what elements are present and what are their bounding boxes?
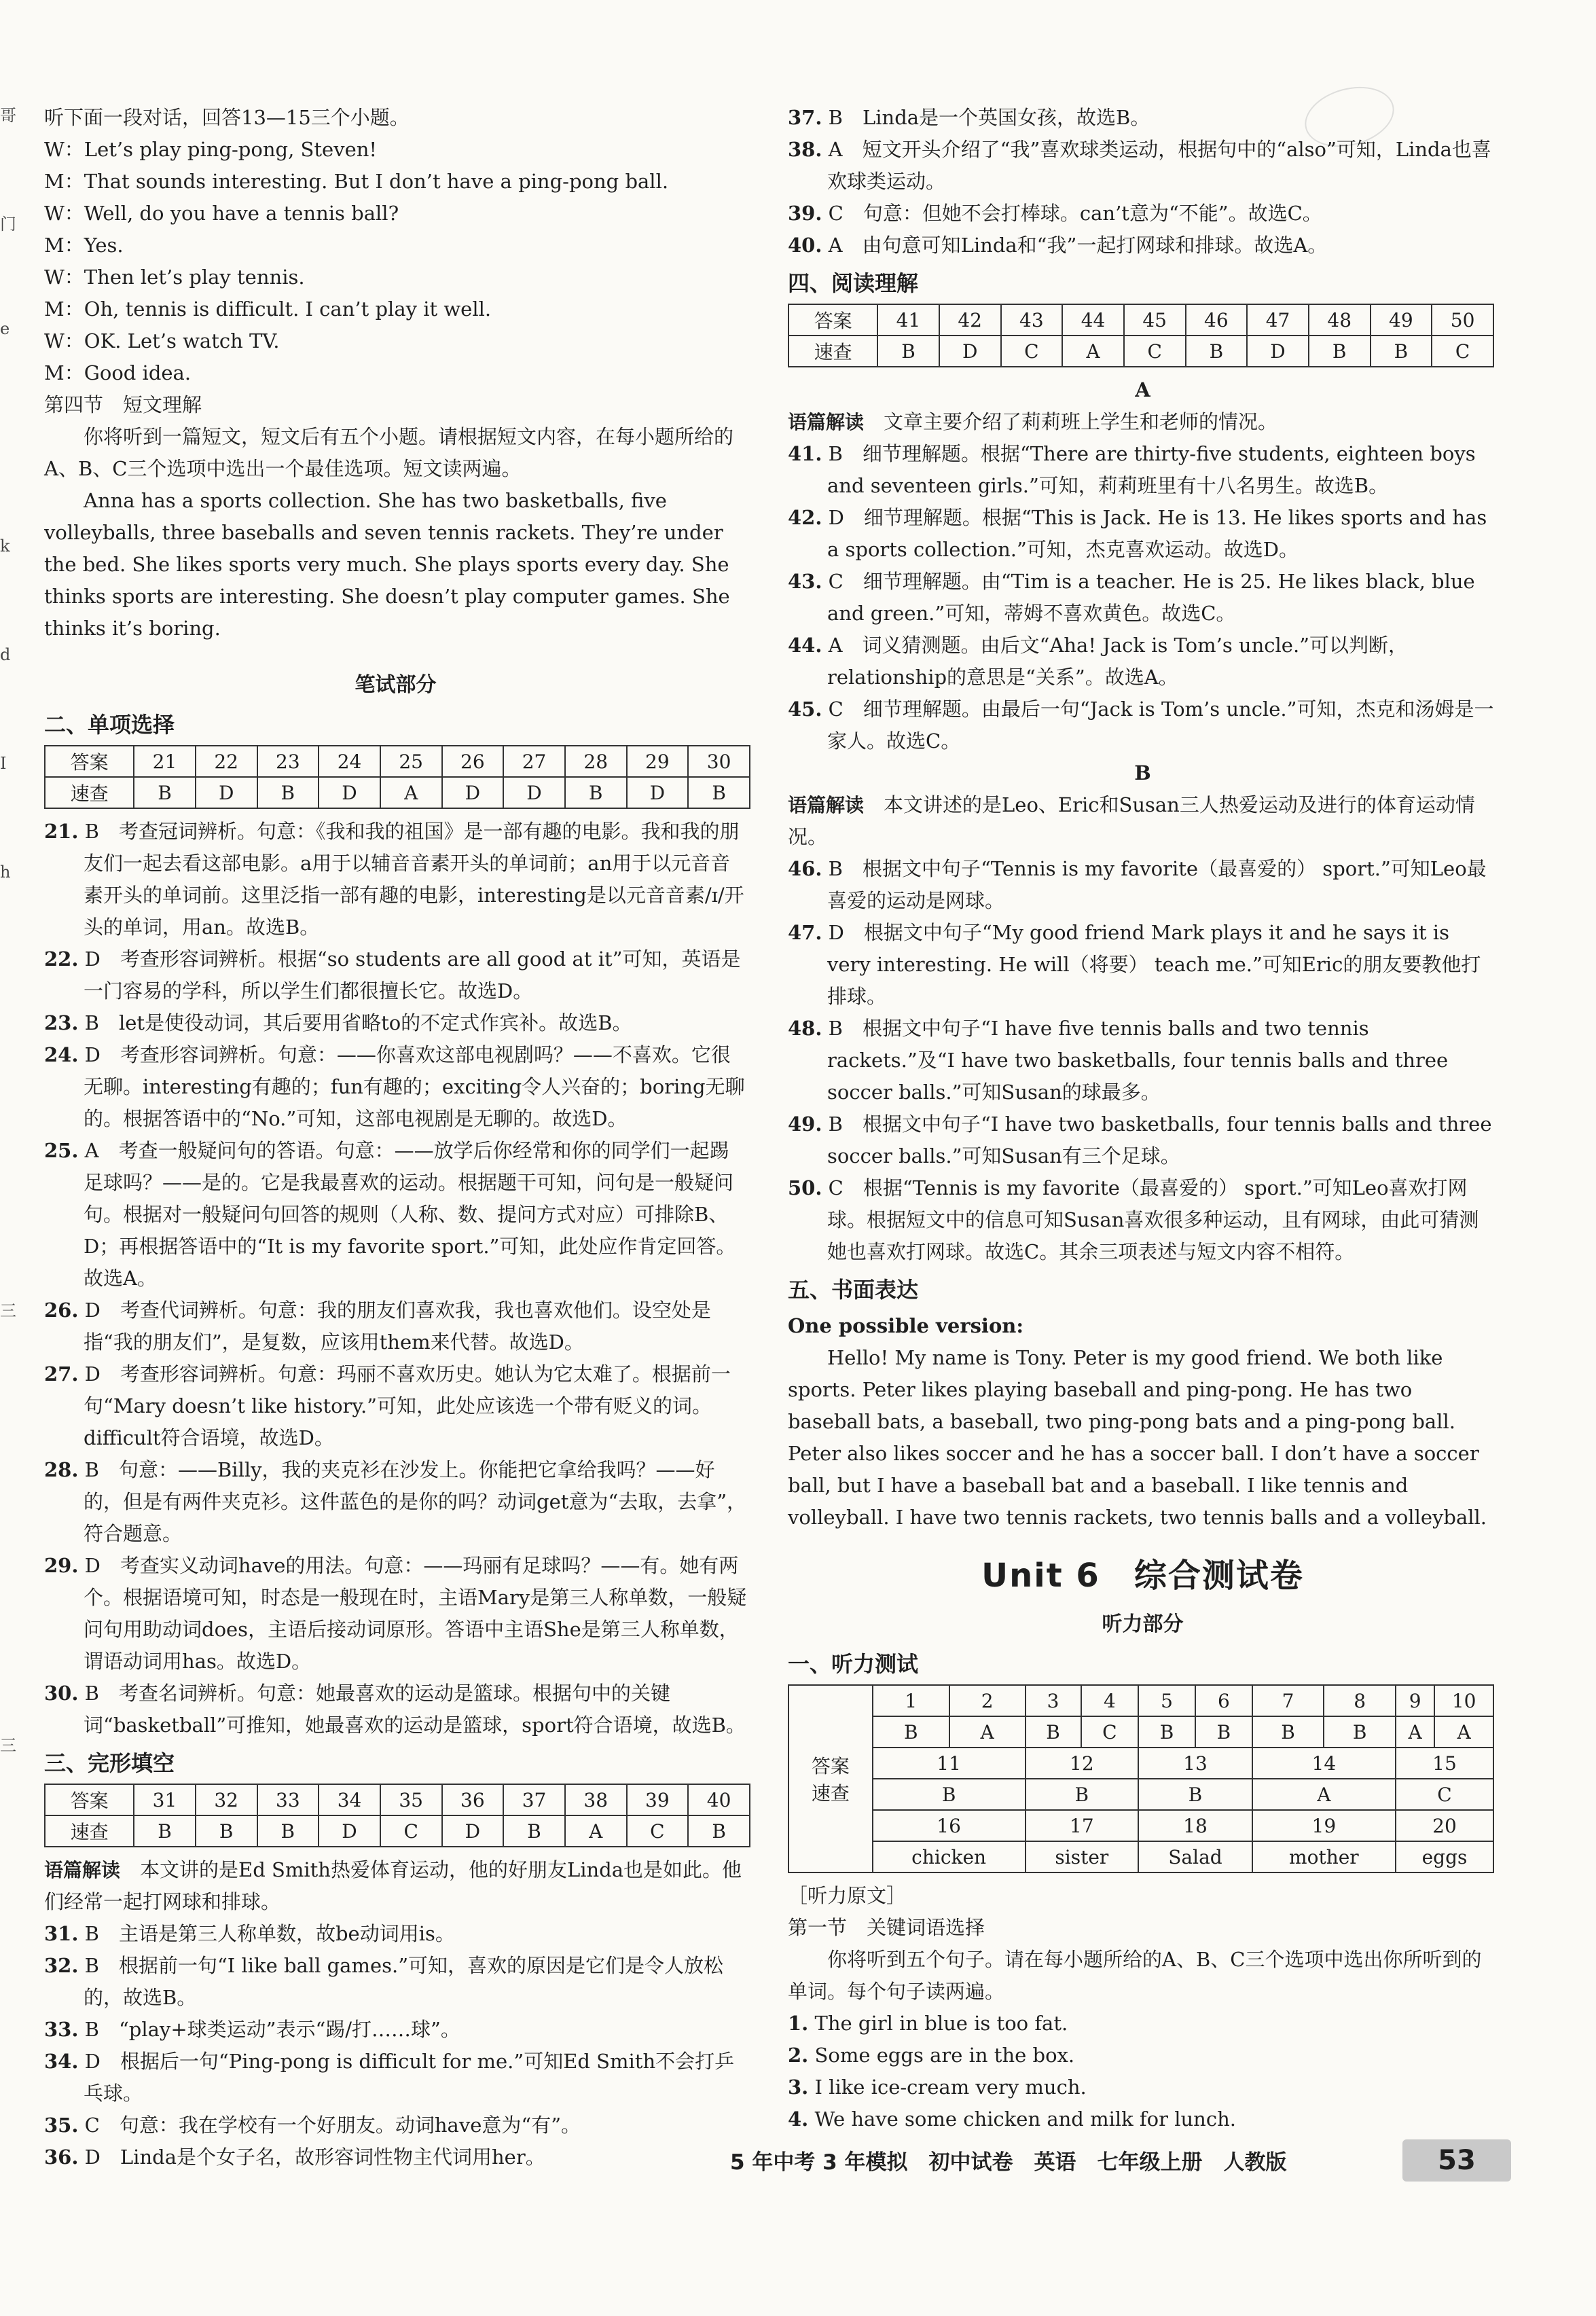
answer-cell: sister — [1026, 1841, 1139, 1872]
table-header-cell: 速查 — [811, 1782, 850, 1805]
dialogue-line: W：Then let’s play tennis. — [44, 266, 305, 289]
answer-cell: B — [565, 777, 627, 808]
listening-sentence — [788, 2103, 1498, 2135]
listening-answer-table — [788, 1684, 1494, 1873]
mc-explanation — [44, 1358, 747, 1454]
item-number: 44. — [788, 634, 822, 657]
question-number-cell: 38 — [565, 1784, 627, 1815]
item-text: D 考查形容词辨析。句意：玛丽不喜欢历史。她认为它太难了。根据前一句“Mary doesn’t like history.”可知，此处应该选一个带有贬义的词。difficult符合语境，故选D。 — [78, 1362, 731, 1449]
dialogue — [44, 134, 747, 389]
question-number-cell: 28 — [565, 746, 627, 777]
question-number-cell: 48 — [1309, 304, 1371, 336]
edge-char: d — [0, 645, 11, 664]
cloze-explanation — [788, 102, 1498, 134]
writing-label: One possible version: — [788, 1314, 1024, 1337]
table-header-cell: 速查 — [45, 777, 134, 808]
answer-cell: C — [627, 1815, 689, 1847]
dialogue-line: M：That sounds interesting. But I don’t have a ping-pong ball. — [44, 170, 669, 193]
item-text: B Linda是一个英国女孩，故选B。 — [822, 106, 1150, 129]
cloze-analysis-label: 语篇解读 — [44, 1859, 121, 1881]
question-number-cell: 26 — [442, 746, 504, 777]
answer-cell: C — [1432, 336, 1493, 367]
cloze-explanation — [44, 1918, 747, 1950]
question-number-cell: 9 — [1396, 1685, 1434, 1716]
cloze-section-title: 三、完形填空 — [44, 1750, 175, 1776]
answer-cell: B — [1309, 336, 1371, 367]
answer-cell: A — [380, 777, 442, 808]
answer-cell: B — [257, 777, 319, 808]
item-text: D 考查实义动词have的用法。句意：——玛丽有足球吗？——有。她有两个。根据语境可知，时态是一般现在时，主语Mary是第三人称单数，一般疑问句用助动词does，主语后接动词原形。答语中主语She是第三人称单数，谓语动词用has。故选D。 — [78, 1554, 747, 1673]
mc-explanation — [44, 1678, 747, 1741]
item-number: 35. — [44, 2114, 79, 2137]
reading-explanation — [788, 1108, 1498, 1172]
cloze-analysis: 本文讲的是Ed Smith热爱体育运动，他的好朋友Linda也是如此。他们经常一起打网球和排球。 — [44, 1858, 742, 1913]
edge-char: 三 — [0, 1736, 16, 1755]
reading-explanation — [788, 693, 1498, 757]
item-text: B 考查名词辨析。句意：她最喜欢的运动是篮球。根据句中的关键词“basketball”可推知，她最喜欢的运动是篮球，sport符合语境，故选B。 — [78, 1682, 746, 1737]
cloze-explanation — [44, 2014, 747, 2046]
passage-a-label: A — [1135, 378, 1150, 401]
answer-cell: C — [1081, 1716, 1138, 1748]
answer-cell: A — [1434, 1716, 1493, 1748]
reading-section-title: 四、阅读理解 — [788, 270, 919, 296]
answer-cell: B — [1371, 336, 1432, 367]
cloze-answer-table — [44, 1784, 750, 1847]
cloze-explanations-continued — [788, 102, 1498, 261]
cloze-explanations — [44, 1918, 747, 2173]
answer-cell: D — [196, 777, 257, 808]
table-header-cell: 速查 — [788, 336, 877, 367]
item-text: B 根据文中句子“Tennis is my favorite（最喜爱的） sport.”可知Leo最喜爱的运动是网球。 — [822, 857, 1487, 912]
item-number: 40. — [788, 234, 822, 257]
section1-intro: 你将听到五个句子。请在每小题所给的A、B、C三个选项中选出你所听到的单词。每个句子读两遍。 — [788, 1948, 1482, 2003]
question-number-cell: 49 — [1371, 304, 1432, 336]
answer-cell: B — [688, 777, 750, 808]
item-number: 26. — [44, 1299, 79, 1322]
item-number: 2. — [788, 2044, 809, 2067]
question-number-cell: 25 — [380, 746, 442, 777]
unit-title: Unit 6 综合测试卷 — [981, 1557, 1304, 1595]
answer-cell: B — [503, 1815, 565, 1847]
mc-explanation — [44, 1550, 747, 1678]
item-text: C 句意：但她不会打棒球。can’t意为“不能”。故选C。 — [822, 202, 1322, 225]
answer-cell: A — [949, 1716, 1026, 1748]
dialogue-line: W：OK. Let’s watch TV. — [44, 329, 280, 352]
question-number-cell: 34 — [319, 1784, 380, 1815]
section4-intro: 你将听到一篇短文，短文后有五个小题。请根据短文内容，在每小题所给的A、B、C三个选项中选出一个最佳选项。短文读两遍。 — [44, 425, 734, 480]
b-analysis-label: 语篇解读 — [788, 794, 865, 816]
item-text: D 考查形容词辨析。句意：——你喜欢这部电视剧吗？——不喜欢。它很无聊。interesting有趣的；fun有趣的；exciting令人兴奋的；boring无聊的。根据答语中的“No.”可知，这部电视剧是无聊的。故选D。 — [78, 1043, 745, 1130]
question-number-cell: 36 — [442, 1784, 504, 1815]
item-text: A 由句意可知Linda和“我”一起打网球和排球。故选A。 — [822, 234, 1328, 257]
item-text: B 考查冠词辨析。句意：《我和我的祖国》是一部有趣的电影。我和我的朋友们一起去看这部电影。a用于以辅音音素开头的单词前；an用于以元音音素开头的单词前。这里泛指一部有趣的电影，interesting是以元音音素/ɪ/开头的单词，用an。故选B。 — [78, 820, 744, 939]
item-text: C 细节理解题。由最后一句“Jack is Tom’s uncle.”可知，杰克和汤姆是一家人。故选C。 — [822, 698, 1494, 753]
mc-explanation — [44, 816, 747, 943]
item-number: 25. — [44, 1139, 79, 1162]
edge-char: 哥 — [0, 106, 16, 125]
reading-explanation — [788, 1172, 1498, 1268]
item-text: D 根据文中句子“My good friend Mark plays it and he says it is very interesting. He will（将要） teach me.”可知Eric的朋友要教他打排球。 — [822, 921, 1481, 1008]
question-number-cell: 42 — [939, 304, 1001, 336]
item-number: 47. — [788, 921, 822, 944]
section1-title: 第一节 关键词语选择 — [788, 1916, 985, 1939]
edge-char: h — [0, 863, 11, 882]
a-analysis: 文章主要介绍了莉莉班上学生和老师的情况。 — [884, 410, 1278, 433]
answer-cell: Salad — [1138, 1841, 1252, 1872]
question-number-cell: 11 — [873, 1748, 1026, 1779]
answer-cell: B — [1138, 1779, 1252, 1810]
table-header-cell: 答案 — [45, 1784, 134, 1815]
page-footer — [730, 2139, 1511, 2180]
item-text: A 考查一般疑问句的答语。句意：——放学后你经常和你的同学们一起踢足球吗？——是的。它是我最喜欢的运动。根据题干可知，问句是一般疑问句。根据对一般疑问句回答的规则（人称、数、提问方式对应）可排除B、D；再根据答语中的“It is my favorite sport.”可知，此处应作肯定回答。故选A。 — [78, 1139, 736, 1290]
page-number: 53 — [1402, 2139, 1511, 2182]
item-text: I like ice-cream very much. — [808, 2076, 1087, 2099]
item-text: D Linda是个女子名，故形容词性物主代词用her。 — [78, 2146, 545, 2169]
listening-sentence — [788, 2071, 1498, 2103]
reading-explanation — [788, 502, 1498, 566]
item-number: 3. — [788, 2076, 809, 2099]
item-number: 24. — [44, 1043, 79, 1066]
table-header-cell: 答案 — [45, 746, 134, 777]
item-number: 30. — [44, 1682, 79, 1705]
question-number-cell: 40 — [688, 1784, 750, 1815]
reading-explanation — [788, 853, 1498, 917]
item-text: A 词义猜测题。由后文“Aha! Jack is Tom’s uncle.”可以判断，relationship的意思是“关系”。故选A。 — [822, 634, 1408, 689]
question-number-cell: 10 — [1434, 1685, 1493, 1716]
item-text: D 细节理解题。根据“This is Jack. He is 13. He likes sports and has a sports collection.”可知，杰克喜欢运动。故选D。 — [822, 506, 1487, 561]
cloze-explanation — [44, 2110, 747, 2141]
edge-char: 三 — [0, 1301, 16, 1320]
answer-cell: C — [1124, 336, 1186, 367]
answer-cell: chicken — [873, 1841, 1026, 1872]
item-number: 49. — [788, 1112, 822, 1136]
item-text: C 根据“Tennis is my favorite（最喜爱的） sport.”可知Leo喜欢打网球。根据短文中的信息可知Susan喜欢很多种运动，且有网球，由此可猜测她也喜欢打网球。故选C。其余三项表述与短文内容不相符。 — [822, 1176, 1479, 1263]
answer-cell: B — [196, 1815, 257, 1847]
cloze-explanation — [44, 2046, 747, 2110]
item-number: 27. — [44, 1362, 79, 1386]
dialogue-line: M：Good idea. — [44, 361, 192, 384]
answer-cell: B — [688, 1815, 750, 1847]
a-analysis-label: 语篇解读 — [788, 411, 865, 433]
written-part-title: 笔试部分 — [355, 673, 437, 697]
binding-edge-margin — [0, 102, 16, 1868]
question-number-cell: 29 — [627, 746, 689, 777]
writing-section-title: 五、书面表达 — [788, 1277, 919, 1303]
question-number-cell: 8 — [1324, 1685, 1396, 1716]
question-number-cell: 13 — [1138, 1748, 1252, 1779]
listening-intro: 听下面一段对话，回答13—15三个小题。 — [44, 106, 410, 129]
item-number: 38. — [788, 138, 822, 161]
b-analysis: 本文讲述的是Leo、Eric和Susan三人热爱运动及进行的体育运动情况。 — [788, 793, 1475, 848]
edge-char: I — [0, 754, 7, 773]
question-number-cell: 31 — [134, 1784, 196, 1815]
passage: Anna has a sports collection. She has two basketballs, five volleyballs, three baseballs and seven tennis rackets. They’re under the bed. She likes sports very much. She plays sports every day. She thinks sports are interesting. She doesn’t play computer games. She thinks it’s boring. — [44, 489, 730, 640]
listening-sentences — [788, 2008, 1498, 2135]
answer-cell: B — [1324, 1716, 1396, 1748]
question-number-cell: 33 — [257, 1784, 319, 1815]
answer-cell: B — [877, 336, 939, 367]
answer-cell: B — [134, 1815, 196, 1847]
question-number-cell: 16 — [873, 1810, 1026, 1841]
table-header-cell: 速查 — [45, 1815, 134, 1847]
question-number-cell: 22 — [196, 746, 257, 777]
reading-answer-table — [788, 304, 1494, 367]
question-number-cell: 5 — [1138, 1685, 1195, 1716]
mc-explanations — [44, 816, 747, 1741]
table-header-cell: 答案 — [811, 1755, 850, 1777]
item-text: B “play+球类运动”表示“踢/打……球”。 — [78, 2018, 460, 2041]
question-number-cell: 20 — [1396, 1810, 1493, 1841]
mc-section-title: 二、单项选择 — [44, 712, 175, 738]
item-number: 45. — [788, 698, 822, 721]
question-number-cell: 37 — [503, 1784, 565, 1815]
item-number: 42. — [788, 506, 822, 529]
answer-cell: A — [1396, 1716, 1434, 1748]
cloze-explanation — [44, 1950, 747, 2014]
item-number: 48. — [788, 1017, 822, 1040]
question-number-cell: 30 — [688, 746, 750, 777]
question-number-cell: 6 — [1195, 1685, 1252, 1716]
cloze-explanation — [788, 134, 1498, 198]
answer-cell: D — [319, 777, 380, 808]
answer-cell: B — [873, 1716, 949, 1748]
item-number: 32. — [44, 1954, 79, 1977]
item-text: C 句意：我在学校有一个好朋友。动词have意为“有”。 — [78, 2114, 581, 2137]
question-number-cell: 35 — [380, 1784, 442, 1815]
question-number-cell: 27 — [503, 746, 565, 777]
answer-cell: C — [1396, 1779, 1493, 1810]
listening-test-title: 一、听力测试 — [788, 1651, 919, 1677]
item-number: 41. — [788, 442, 822, 465]
answer-cell: D — [442, 777, 504, 808]
item-text: B let是使役动词，其后要用省略to的不定式作宾补。故选B。 — [78, 1011, 632, 1034]
question-number-cell: 41 — [877, 304, 939, 336]
reading-explanation — [788, 566, 1498, 630]
edge-char: e — [0, 319, 10, 338]
item-text: B 细节理解题。根据“There are thirty-five students, eighteen boys and seventeen girls.”可知，莉莉班里有十八名男生。故选B。 — [822, 442, 1476, 497]
answer-cell: D — [939, 336, 1001, 367]
answer-cell: D — [627, 777, 689, 808]
question-number-cell: 3 — [1026, 1685, 1081, 1716]
mc-explanation — [44, 1039, 747, 1135]
dialogue-line: W：Let’s play ping-pong, Steven! — [44, 138, 378, 161]
question-number-cell: 18 — [1138, 1810, 1252, 1841]
item-number: 28. — [44, 1458, 79, 1481]
footer-text: 5 年中考 3 年模拟 初中试卷 英语 七年级上册 人教版 — [730, 2150, 1287, 2175]
edge-char: 门 — [0, 215, 16, 234]
question-number-cell: 15 — [1396, 1748, 1493, 1779]
item-number: 37. — [788, 106, 822, 129]
item-number: 21. — [44, 820, 79, 843]
question-number-cell: 45 — [1124, 304, 1186, 336]
answer-cell: B — [134, 777, 196, 808]
question-number-cell: 7 — [1252, 1685, 1324, 1716]
item-number: 23. — [44, 1011, 79, 1034]
answer-cell: B — [1186, 336, 1248, 367]
item-number: 36. — [44, 2146, 79, 2169]
answer-cell: eggs — [1396, 1841, 1493, 1872]
mc-explanation — [44, 943, 747, 1007]
question-number-cell: 43 — [1001, 304, 1063, 336]
section4-title: 第四节 短文理解 — [44, 393, 202, 416]
answer-cell: D — [1247, 336, 1309, 367]
question-number-cell: 50 — [1432, 304, 1493, 336]
answer-cell: D — [503, 777, 565, 808]
reading-a-explanations — [788, 438, 1498, 757]
answer-cell: C — [1001, 336, 1063, 367]
transcript-label: ［听力原文］ — [788, 1884, 907, 1907]
item-text: B 根据前一句“I like ball games.”可知，喜欢的原因是它们是令人放松的，故选B。 — [78, 1954, 724, 2009]
answer-cell: D — [442, 1815, 504, 1847]
item-text: B 句意：——Billy，我的夹克衫在沙发上。你能把它拿给我吗？——好的，但是有两件夹克衫。这件蓝色的是你的吗？动词get意为“去取，去拿”，符合题意。 — [78, 1458, 747, 1545]
question-number-cell: 39 — [627, 1784, 689, 1815]
reading-explanation — [788, 917, 1498, 1013]
cloze-explanation — [788, 230, 1498, 261]
cloze-explanation — [788, 198, 1498, 230]
item-text: D 根据后一句“Ping-pong is difficult for me.”可知Ed Smith不会打乒乓球。 — [78, 2050, 735, 2105]
item-text: B 根据文中句子“I have two basketballs, four tennis balls and three soccer balls.”可知Susan有三个足球。 — [822, 1112, 1492, 1168]
table-header-cell — [788, 1685, 873, 1872]
question-number-cell: 12 — [1026, 1748, 1139, 1779]
item-number: 22. — [44, 947, 79, 971]
answer-cell: A — [1252, 1779, 1396, 1810]
item-text: We have some chicken and milk for lunch. — [808, 2107, 1236, 2131]
answer-cell: D — [319, 1815, 380, 1847]
answer-cell: B — [873, 1779, 1026, 1810]
item-text: The girl in blue is too fat. — [808, 2012, 1068, 2035]
answer-cell: B — [1026, 1716, 1081, 1748]
item-number: 29. — [44, 1554, 79, 1577]
answer-cell: B — [1252, 1716, 1324, 1748]
question-number-cell: 32 — [196, 1784, 257, 1815]
answer-cell: A — [565, 1815, 627, 1847]
question-number-cell: 46 — [1186, 304, 1248, 336]
cloze-explanation — [44, 2141, 747, 2173]
mc-explanation — [44, 1295, 747, 1358]
question-number-cell: 4 — [1081, 1685, 1138, 1716]
question-number-cell: 2 — [949, 1685, 1026, 1716]
listening-sentence — [788, 2008, 1498, 2040]
writing-text: Hello! My name is Tony. Peter is my good friend. We both like sports. Peter likes playing baseball and ping-pong. He has two baseball bats, a baseball, two ping-pong bats and a ping-pong ball. Peter also likes soccer and he has a soccer ball. I don’t have a soccer ball, but I have a baseball bat and a baseball. I like tennis and volleyball. I have two tennis rackets, two tennis balls and a volleyball. — [788, 1346, 1487, 1529]
question-number-cell: 21 — [134, 746, 196, 777]
question-number-cell: 47 — [1247, 304, 1309, 336]
reading-b-explanations — [788, 853, 1498, 1268]
question-number-cell: 17 — [1026, 1810, 1139, 1841]
item-text: B 主语是第三人称单数，故be动词用is。 — [78, 1922, 455, 1945]
dialogue-line: M：Yes. — [44, 234, 124, 257]
item-number: 1. — [788, 2012, 809, 2035]
listening-part-title: 听力部分 — [1102, 1612, 1184, 1636]
answer-cell: C — [380, 1815, 442, 1847]
left-column — [44, 102, 747, 2173]
answer-cell: mother — [1252, 1841, 1396, 1872]
item-number: 43. — [788, 570, 822, 593]
answer-cell: B — [1026, 1779, 1139, 1810]
item-text: D 考查代词辨析。句意：我的朋友们喜欢我，我也喜欢他们。设空处是指“我的朋友们”，是复数，应该用them来代替。故选D。 — [78, 1299, 711, 1354]
reading-explanation — [788, 630, 1498, 693]
question-number-cell: 1 — [873, 1685, 949, 1716]
item-number: 39. — [788, 202, 822, 225]
answer-cell: A — [1062, 336, 1124, 367]
item-text: D 考查形容词辨析。根据“so students are all good at it”可知，英语是一门容易的学科，所以学生们都很擅长它。故选D。 — [78, 947, 741, 1002]
question-number-cell: 14 — [1252, 1748, 1396, 1779]
answer-cell: B — [1138, 1716, 1195, 1748]
mc-explanation — [44, 1007, 747, 1039]
question-number-cell: 44 — [1062, 304, 1124, 336]
mc-explanation — [44, 1135, 747, 1295]
dialogue-line: M：Oh, tennis is difficult. I can’t play it well. — [44, 297, 492, 321]
listening-sentence — [788, 2040, 1498, 2071]
item-text: B 根据文中句子“I have five tennis balls and two tennis rackets.”及“I have two basketballs, four tennis balls and three soccer balls.”可知Susan的球最多。 — [822, 1017, 1449, 1104]
item-number: 34. — [44, 2050, 79, 2073]
item-number: 31. — [44, 1922, 79, 1945]
item-number: 50. — [788, 1176, 822, 1199]
answer-cell: B — [1195, 1716, 1252, 1748]
dialogue-line: W：Well, do you have a tennis ball? — [44, 202, 399, 225]
reading-explanation — [788, 1013, 1498, 1108]
item-number: 33. — [44, 2018, 79, 2041]
table-header-cell: 答案 — [788, 304, 877, 336]
answer-cell: B — [257, 1815, 319, 1847]
question-number-cell: 23 — [257, 746, 319, 777]
question-number-cell: 19 — [1252, 1810, 1396, 1841]
passage-b-label: B — [1134, 761, 1151, 784]
item-text: A 短文开头介绍了“我”喜欢球类运动，根据句中的“also”可知，Linda也喜欢球类运动。 — [822, 138, 1491, 193]
edge-char: k — [0, 537, 10, 556]
question-number-cell: 24 — [319, 746, 380, 777]
item-number: 46. — [788, 857, 822, 880]
item-number: 4. — [788, 2107, 809, 2131]
mc-answer-table — [44, 745, 750, 809]
item-text: C 细节理解题。由“Tim is a teacher. He is 25. He likes black, blue and green.”可知，蒂姆不喜欢黄色。故选C。 — [822, 570, 1475, 625]
mc-explanation — [44, 1454, 747, 1550]
reading-explanation — [788, 438, 1498, 502]
right-column — [788, 102, 1498, 2135]
item-text: Some eggs are in the box. — [808, 2044, 1075, 2067]
